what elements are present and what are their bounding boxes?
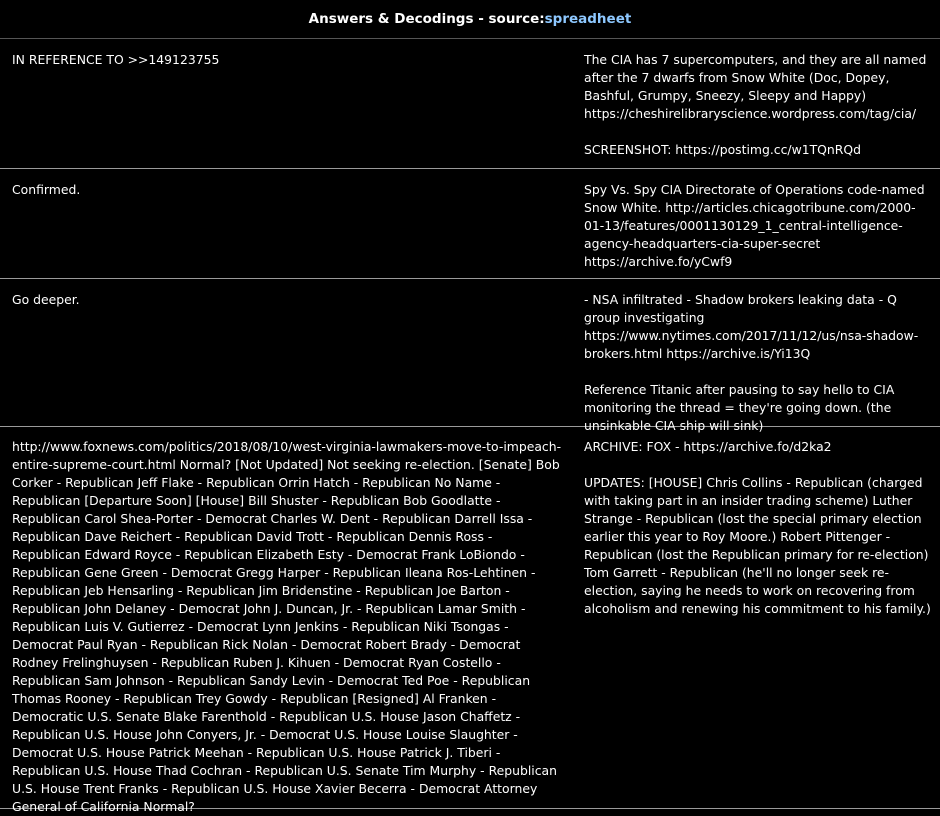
- decoding-text: [572, 279, 940, 433]
- post-text: http://www.foxnews.com/politics/2018/08/10/west-virginia-lawmakers-move-to-impeach-entire-supreme-court.html Normal? [Not Updated] Not seeking re-election. [Senate] Bob Corker - Republican Jeff Flake - Republican Orrin Hatch - Republican No Name - Republican [Departure Soon] [House] Bill Shuster - Republican Bob Goodlatte - Republican Carol Shea-Porter - Democrat Charles W. Dent - Republican Darrell Issa - Republican Dave Reichert - Republican David Trott - Republican Dennis Ross - Republican Edward Royce - Republican Elizabeth Esty - Democrat Frank LoBiondo - Republican Gene Green - Democrat Gregg Harper - Republican Ileana Ros-Lehtinen - Republican Jeb Hensarling - Republican Jim Bridenstine - Republican Joe Barton - Republican John Delaney - Democrat John J. Duncan, Jr. - Republican Lamar Smith - Republican Luis V. Gutierrez - Democrat Lynn Jenkins - Republican Niki Tsongas - Democrat Paul Ryan - Republican Rick Nolan - Democrat Robert Brady - Democrat Rodney Frelinghuysen - Republican Ruben J. Kihuen - Democrat Ryan Costello - Republican Sam Johnson - Republican Sandy Levin - Democrat Ted Poe - Republican Thomas Rooney - Republican Trey Gowdy - Republican [Resigned] Al Franken - Democratic U.S. Senate Blake Farenthold - Republican U.S. House Jason Chaffetz - Republican U.S. House John Conyers, Jr. - Democrat U.S. House Louise Slaughter - Democrat U.S. House Patrick Meehan - Republican U.S. House Patrick J. Tiberi - Republican U.S. House Thad Cochran - Republican U.S. Senate Tim Murphy - Republican U.S. House Trent Franks - Republican U.S. House Xavier Becerra - Democrat Attorney General of California Normal?: [12, 439, 562, 814]
- table-row: [0, 427, 940, 814]
- table-row: [0, 39, 940, 169]
- decoding-paragraph: - NSA infiltrated - Shadow brokers leaking data - Q group investigating https://www.nytimes.com/2017/11/12/us/nsa-shadow-brokers.html https://archive.is/Yi13Q: [584, 292, 919, 361]
- header-title: Answers & Decodings - source:: [308, 11, 545, 27]
- table-row: [0, 279, 940, 433]
- decoding-text: [572, 39, 940, 168]
- decoding-text: [572, 169, 940, 278]
- decoding-paragraph: SCREENSHOT: https://postimg.cc/w1TQnRQd: [584, 142, 862, 157]
- source-link[interactable]: spreadheet: [544, 11, 632, 27]
- decoding-paragraph: Spy Vs. Spy CIA Directorate of Operations code-named Snow White. http://articles.chicagotribune.com/2000-01-13/features/0001130129_1_central-intelligence-agency-headquarters-cia-super-secret https://archive.fo/yCwf9: [584, 182, 925, 269]
- post-text: Confirmed.: [12, 182, 81, 197]
- page-header: [0, 0, 940, 39]
- post-text: Go deeper.: [12, 292, 80, 307]
- decoding-paragraph: UPDATES: [HOUSE] Chris Collins - Republican (charged with taking part in an insider trading scheme) Luther Strange - Republican (lost the special primary election earlier this year to Roy Moore.) Robert Pittenger - Republican (lost the Republican primary for re-election) Tom Garrett - Republican (he'll no longer seek re-election, saying he needs to work on recovering from alcoholism and renewing his commitment to his family.): [584, 475, 931, 616]
- decoding-text: [572, 427, 940, 808]
- table-row: [0, 169, 940, 279]
- decoding-paragraph: ARCHIVE: FOX - https://archive.fo/d2ka2: [584, 439, 832, 454]
- decoding-paragraph: The CIA has 7 supercomputers, and they are all named after the 7 dwarfs from Snow White (Doc, Dopey, Bashful, Grumpy, Sneezy, Sleepy and Happy) https://cheshirelibraryscience.wordpress.com/tag/cia/: [584, 52, 927, 121]
- decoding-paragraph: Reference Titanic after pausing to say hello to CIA monitoring the thread = they're going down. (the unsinkable CIA ship will sink): [584, 382, 895, 433]
- post-text: IN REFERENCE TO >>149123755: [12, 52, 220, 67]
